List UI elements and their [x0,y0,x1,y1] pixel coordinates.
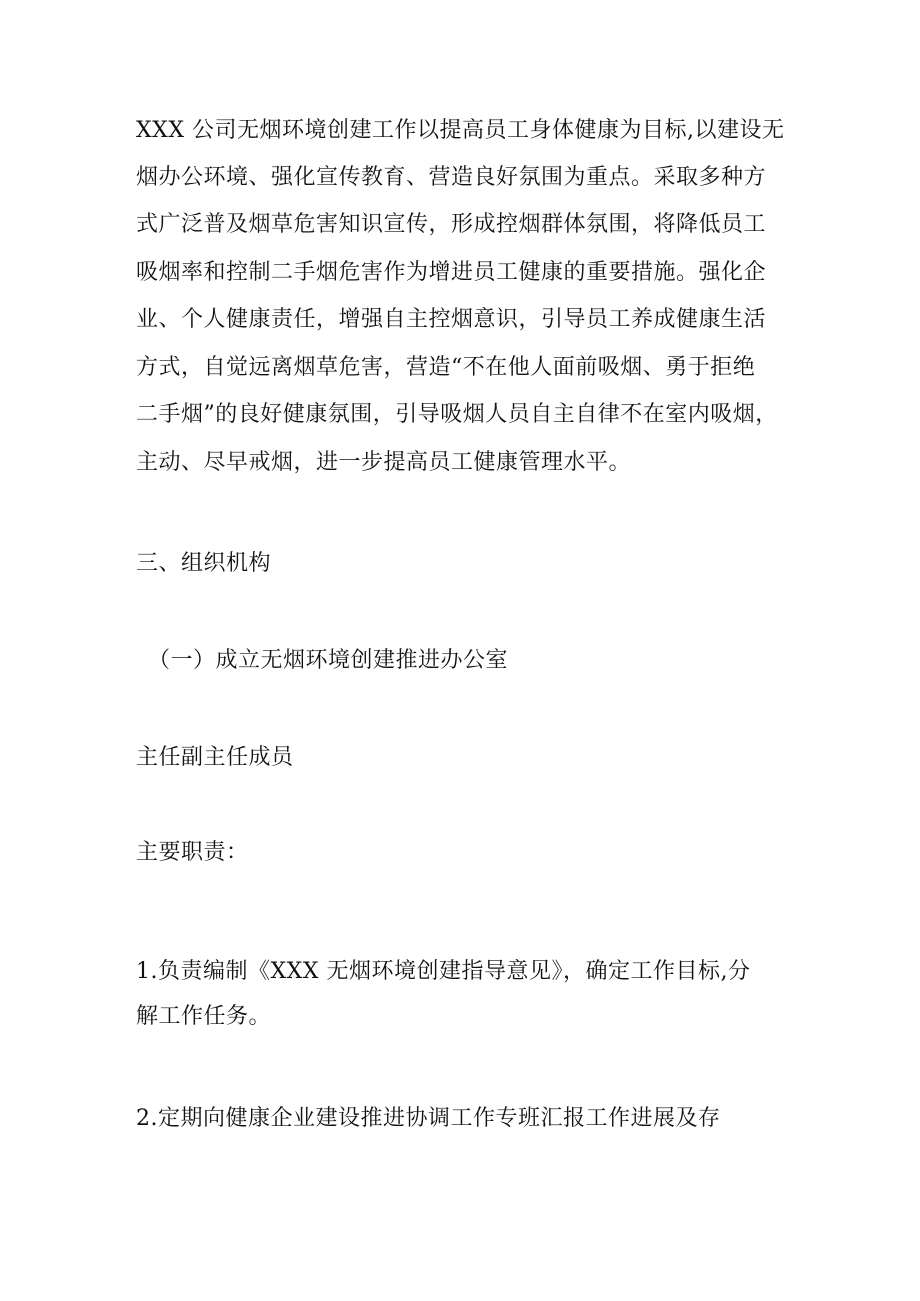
duty-1-line-2: 解工作任务。 [136,1004,272,1029]
intro-line-6: 方式，自觉远离烟草危害，营造“不在他人面前吸烟、勇于拒绝 [136,355,756,380]
members-line: 主任副主任成员 [136,745,294,770]
section-heading: 三、组织机构 [136,551,272,576]
intro-line-7: 二手烟”的良好健康氛围，引导吸烟人员自主自律不在室内吸烟， [136,402,778,427]
duty-1-line-1: 1.负责编制《XXX 无烟环境创建指导意见》，确定工作目标,分 [136,959,751,984]
intro-line-1: XXX 公司无烟环境创建工作以提高员工身体健康为目标,以建设无 [136,118,785,143]
duty-2-line-1: 2.定期向健康企业建设推进协调工作专班汇报工作进展及存 [136,1106,721,1131]
intro-line-3: 式广泛普及烟草危害知识宣传，形成控烟群体氛围，将降低员工 [136,212,767,237]
intro-line-8: 主动、尽早戒烟，进一步提高员工健康管理水平。 [136,450,632,475]
intro-line-5: 业、个人健康责任，增强自主控烟意识，引导员工养成健康生活 [136,307,767,332]
subsection-heading: （一）成立无烟环境创建推进办公室 [148,648,509,673]
intro-line-4: 吸烟率和控制二手烟危害作为增进员工健康的重要措施。强化企 [136,260,767,285]
duties-label: 主要职责： [136,840,249,865]
intro-line-2: 烟办公环境、强化宣传教育、营造良好氛围为重点。采取多种方 [136,165,767,190]
